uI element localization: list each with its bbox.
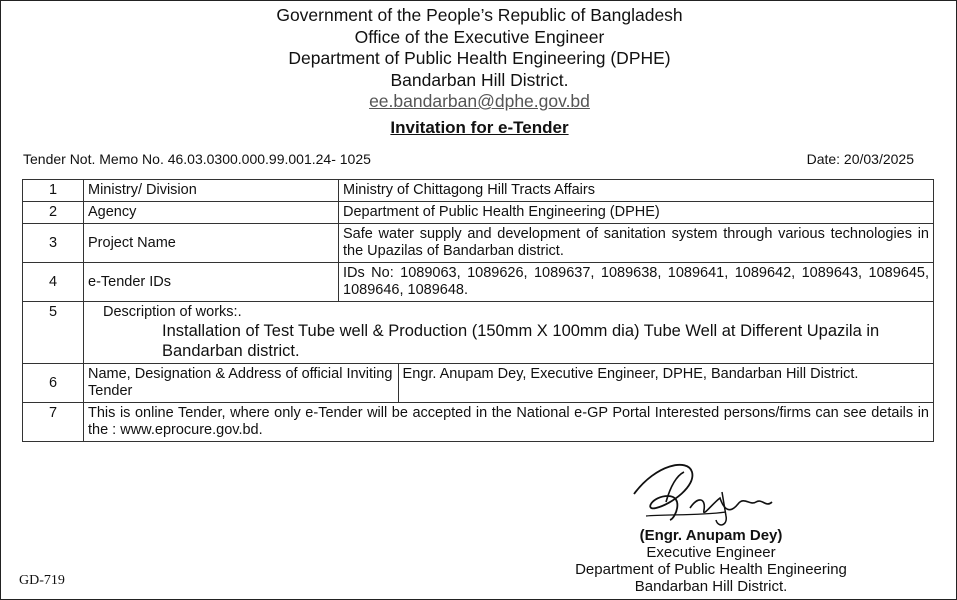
signature-block: [541, 527, 881, 595]
signatory-department: Department of Public Health Engineering: [575, 561, 847, 578]
signatory-name: (Engr. Anupam Dey): [639, 527, 783, 544]
signatory-designation: Executive Engineer: [646, 544, 776, 561]
row-number: 2: [23, 202, 84, 224]
tender-info-table: [22, 179, 934, 442]
table-row: [23, 224, 934, 263]
signature-image: [626, 456, 796, 531]
email-link[interactable]: ee.bandarban@dphe.gov.bd: [369, 91, 590, 111]
table-row: [23, 180, 934, 202]
row-number: 4: [23, 263, 84, 302]
row-number: 3: [23, 224, 84, 263]
row-label: e-Tender IDs: [84, 263, 339, 302]
government-line: Government of the People’s Republic of Bangladesh: [276, 5, 683, 25]
table-row: [23, 302, 934, 364]
row-value: Department of Public Health Engineering (DPHE): [339, 202, 934, 224]
table-row: [23, 403, 934, 442]
row-value: IDs No: 1089063, 1089626, 1089637, 1089638, 1089641, 1089642, 1089643, 1089645, 1089646, 1089648.: [339, 263, 934, 302]
row-value: Safe water supply and development of sanitation system through various technologies in the Upazilas of Bandarban district.: [339, 224, 934, 263]
description-cell: [84, 302, 934, 364]
row-number: 7: [23, 403, 84, 442]
table-row: [23, 364, 934, 403]
row-number: 1: [23, 180, 84, 202]
row-label: Project Name: [84, 224, 339, 263]
row-number: 5: [23, 302, 84, 364]
notice-date: Date: 20/03/2025: [806, 151, 914, 167]
row-value: Engr. Anupam Dey, Executive Engineer, DPHE, Bandarban Hill District.: [398, 364, 933, 403]
description-heading: Description of works:.: [103, 304, 242, 320]
table-row: [23, 202, 934, 224]
row-number: 6: [23, 364, 84, 403]
letterhead: [1, 5, 957, 113]
district-line: Bandarban Hill District.: [390, 69, 569, 90]
row-label: Agency: [84, 202, 339, 224]
row-label: Ministry/ Division: [84, 180, 339, 202]
row-value: Ministry of Chittagong Hill Tracts Affairs: [339, 180, 934, 202]
table-row: [23, 263, 934, 302]
page-title: Invitation for e-Tender: [390, 118, 569, 137]
department-line: Department of Public Health Engineering (DPHE): [288, 48, 671, 68]
signatory-district: Bandarban Hill District.: [634, 578, 788, 595]
office-line: Office of the Executive Engineer: [354, 26, 605, 47]
footer-code: GD-719: [19, 573, 65, 588]
row-label: Name, Designation & Address of official Inviting Tender: [84, 364, 399, 403]
description-body: Installation of Test Tube well & Production (150mm X 100mm dia) Tube Well at Different Upazila in Bandarban district.: [162, 322, 880, 360]
row-value: This is online Tender, where only e-Tender will be accepted in the National e-GP Portal Interested persons/firms can see details in the : www.eprocure.gov.bd.: [84, 403, 934, 442]
memo-number: Tender Not. Memo No. 46.03.0300.000.99.001.24- 1025: [23, 151, 371, 167]
